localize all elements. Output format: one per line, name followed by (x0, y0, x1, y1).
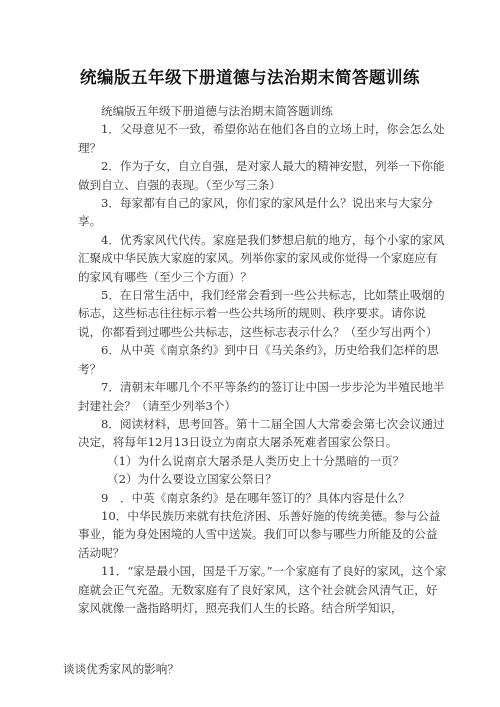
question-4: 4．优秀家风代代传。家庭是我们梦想启航的地方，每个小家的家风汇聚成中华民族大家庭的家风。列举你家的家风或你觉得一个家庭应有的家风有哪些（至少三个方面）？ (78, 232, 445, 284)
question-11: 11．“家是最小国，国是千万家。”一个家庭有了良好的家风，这个家庭就会正气充盈。无数家庭有了良好家风，这个社会就会风清气正，好家风就像一盏指路明灯，照亮我们人生的长路。结合所学知识， (78, 564, 447, 615)
question-6: 6．从中英《南京条约》到中日《马关条约》，历史给我们怎样的思考？ (78, 343, 439, 376)
question-5: 5．在日常生活中，我们经常会看到一些公共标志，比如禁止吸烟的标志，这些标志往往标示着一些公共场所的规则、秩序要求。请你说说，你都看到过哪些公共标志，这些标志表示什么？（至少写出两个） (78, 288, 445, 339)
question-7: 7．清朝末年哪几个不平等条约的签订让中国一步步沦为半殖民地半封建社会？（请至少列举3个） (78, 380, 445, 413)
document-body (78, 102, 448, 617)
question-3: 3．每家都有自己的家风，你们家的家风是什么？说出来与大家分享。 (78, 196, 434, 229)
question-8: 8．阅读材料，思考回答。第十二届全国人大常委会第七次会议通过决定，将每年12月13日设立为南京大屠杀死难者国家公祭日。 (78, 416, 445, 450)
page-title: 统编版五年级下册道德与法治期末简答题训练 (80, 68, 420, 87)
question-9: 9 ．中英《南京条约》是在哪年签订的？具体内容是什么？ (101, 490, 410, 505)
question-10: 10．中华民族历来就有扶危济困、乐善好施的传统美德。参与公益事业，能为身处困境的人雪中送炭。我们可以参与哪些力所能及的公益活动呢？ (78, 508, 441, 560)
question-1: 1．父母意见不一致，希望你站在他们各自的立场上时，你会怎么处理？ (78, 122, 445, 155)
question-2: 2．作为子女，自立自强，是对家人最大的精神安慰，列举一下你能做到自立、自强的表现。（至少写三条） (78, 159, 445, 192)
question-8-sub-1: （1）为什么说南京大屠杀是人类历史上十分黑暗的一页？ (107, 453, 405, 468)
question-8-sub-2: （2）为什么要设立国家公祭日？ (107, 472, 277, 487)
question-11-tail: 谈谈优秀家风的影响？ (63, 662, 179, 676)
subtitle-line: 统编版五年级下册道德与法治期末简答题训练 (101, 104, 333, 118)
